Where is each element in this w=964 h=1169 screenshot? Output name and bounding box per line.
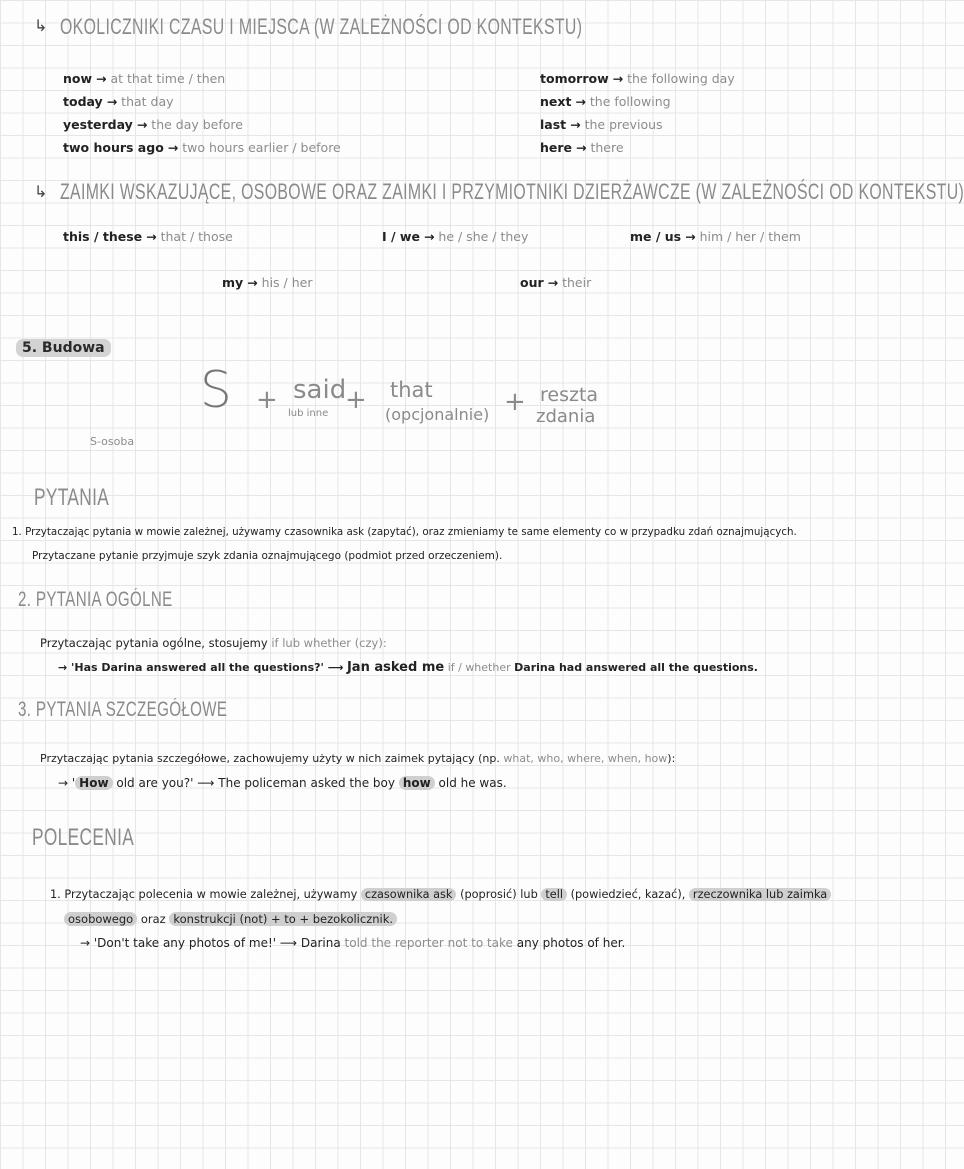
pytania-paragraph-line1: 1. Przytaczając pytania w mowie zależnej, używamy czasownika ask (zapytać), oraz zmieniamy te same elementy co w przypadku zdań oznajmujących. — [12, 526, 797, 538]
pair-here: here → there — [540, 140, 624, 155]
section-title-budowa: 5. Budowa — [16, 340, 111, 356]
heading-arrow-icon: ↳ — [34, 182, 48, 201]
polecenia-line1: 1. Przytaczając polecenia w mowie zależnej, używamy czasownika ask (poprosić) lub tell (powiedzieć, kazać), rzeczownika lub zaimka — [50, 888, 831, 901]
section-heading-polecenia: POLECENIA — [32, 824, 135, 851]
formula-note: S-osoba — [90, 435, 135, 448]
formula-subject-s: S — [200, 361, 232, 419]
section-heading-adverbs: OKOLICZNIKI CZASU I MIEJSCA (W ZALEŻNOŚCI OD KONTEKSTU) — [60, 14, 583, 39]
polecenia-line2: osobowego oraz konstrukcji (not) + to + bezokolicznik. — [64, 912, 397, 926]
pair-last: last → the previous — [540, 117, 663, 132]
pair-today: today → that day — [63, 94, 174, 109]
formula-said-sub: lub inne — [288, 408, 329, 419]
ogolne-intro: Przytaczając pytania ogólne, stosujemy if lub whether (czy): — [40, 636, 387, 650]
pytania-paragraph-line2: Przytaczane pytanie przyjmuje szyk zdania oznajmującego (podmiot przed orzeczeniem). — [32, 550, 503, 562]
pair-yesterday: yesterday → the day before — [63, 117, 243, 132]
formula-zdania: zdania — [536, 406, 596, 427]
formula-said: said — [293, 375, 347, 405]
section-heading-pytania: PYTANIA — [34, 484, 110, 511]
formula-that: that — [390, 378, 433, 402]
pair-next: next → the following — [540, 94, 671, 109]
formula-that-sub: (opcjonalnie) — [385, 405, 490, 424]
pair-this-these: this / these → that / those — [63, 229, 233, 244]
section-heading-ogolne: 2. PYTANIA OGÓLNE — [18, 588, 173, 611]
pair-me-us: me / us → him / her / them — [630, 229, 801, 244]
pair-tomorrow: tomorrow → the following day — [540, 71, 735, 86]
section-heading-pronouns: ZAIMKI WSKAZUJĄCE, OSOBOWE ORAZ ZAIMKI I PRZYMIOTNIKI DZIERŻAWCZE (W ZALEŻNOŚCI OD KONTEKSTU) — [60, 179, 964, 204]
formula-reszta: reszta — [540, 384, 599, 406]
pair-my: my → his / her — [222, 275, 313, 290]
section-heading-szczegolowe: 3. PYTANIA SZCZEGÓŁOWE — [18, 698, 228, 721]
szczegolowe-intro: Przytaczając pytania szczegółowe, zachowujemy użyty w nich zaimek pytający (np. what, who, where, when, how): — [40, 752, 676, 765]
formula-plus: + — [504, 387, 526, 417]
pair-our: our → their — [520, 275, 592, 290]
pair-two-hours-ago: two hours ago → two hours earlier / before — [63, 140, 341, 155]
formula-plus: + — [256, 385, 278, 415]
szczegolowe-example: → ' How old are you?' ⟶ The policeman asked the boy how old he was. — [58, 776, 507, 790]
pair-now: now → at that time / then — [63, 71, 226, 86]
ogolne-example: → 'Has Darina answered all the questions?' ⟶ Jan asked me if / whether Darina had answered all the questions. — [58, 660, 758, 675]
heading-arrow-icon: ↳ — [34, 16, 48, 35]
pair-i-we: I / we → he / she / they — [382, 229, 529, 244]
polecenia-example: → 'Don't take any photos of me!' ⟶ Darina told the reporter not to take any photos of her. — [80, 936, 626, 950]
formula-plus: + — [345, 385, 367, 415]
